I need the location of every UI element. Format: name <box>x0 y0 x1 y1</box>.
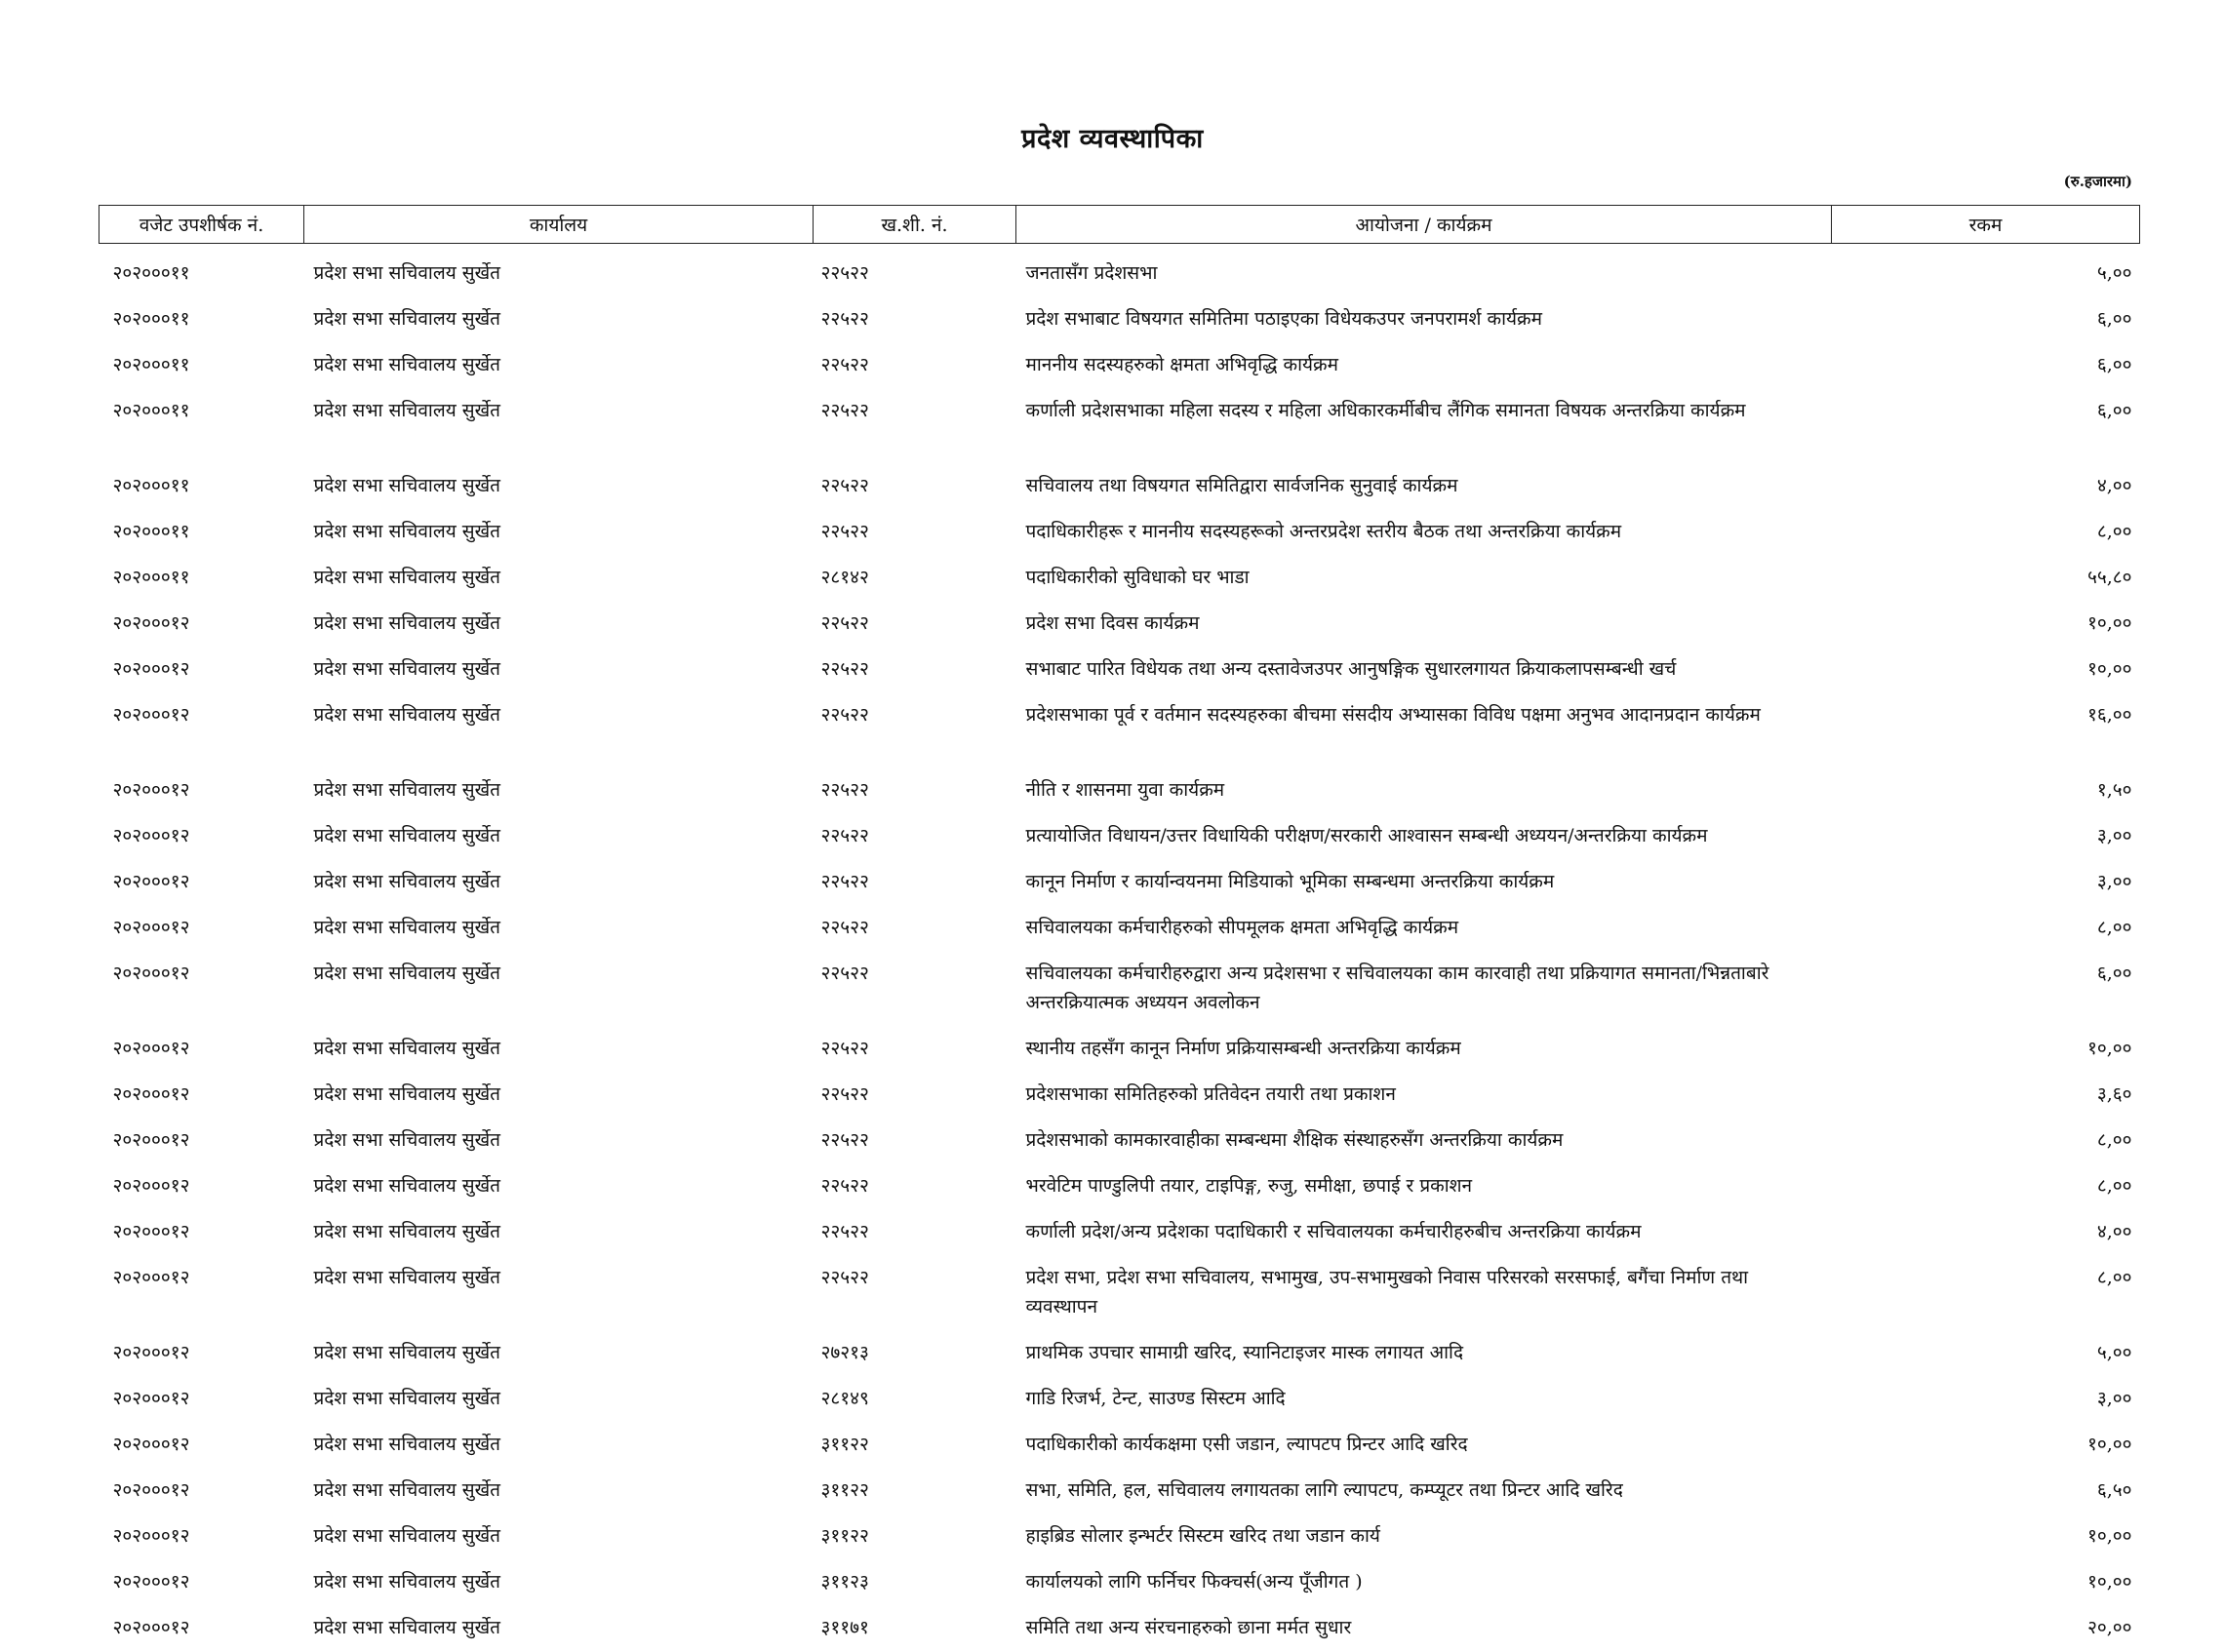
cell-program: पदाधिकारीहरू र माननीय सदस्यहरूको अन्तरप्रदेश स्तरीय बैठक तथा अन्तरक्रिया कार्यक्रम <box>1016 510 1832 556</box>
cell-program: प्रदेश सभा दिवस कार्यक्रम <box>1016 602 1832 648</box>
cell-expense-head: २२५२२ <box>814 1027 1016 1073</box>
cell-expense-head: २७२१३ <box>814 1331 1016 1377</box>
cell-office: प्रदेश सभा सचिवालय सुर्खेत <box>304 1256 814 1331</box>
cell-amount: ४,०० <box>1832 464 2140 510</box>
header-spacer <box>99 244 2140 253</box>
cell-program: स्थानीय तहसँग कानून निर्माण प्रक्रियासम्बन्धी अन्तरक्रिया कार्यक्रम <box>1016 1027 1832 1073</box>
cell-office: प्रदेश सभा सचिवालय सुर्खेत <box>304 464 814 510</box>
cell-expense-head: २८१४९ <box>814 1377 1016 1423</box>
cell-budget-code: २०२०००१२ <box>99 648 304 693</box>
cell-expense-head: २२५२२ <box>814 389 1016 464</box>
cell-amount: १०,०० <box>1832 1514 2140 1560</box>
cell-expense-head: ३११७१ <box>814 1606 1016 1652</box>
cell-budget-code: २०२०००१२ <box>99 1256 304 1331</box>
cell-expense-head: २२५२२ <box>814 464 1016 510</box>
cell-budget-code: २०२०००१२ <box>99 1164 304 1210</box>
cell-amount: ५५,८० <box>1832 556 2140 602</box>
table-row <box>99 1256 2140 1331</box>
cell-expense-head: २२५२२ <box>814 906 1016 952</box>
cell-budget-code: २०२०००१२ <box>99 1377 304 1423</box>
budget-table <box>99 205 2140 1652</box>
cell-amount: ८,०० <box>1832 1119 2140 1164</box>
cell-budget-code: २०२०००१२ <box>99 1560 304 1606</box>
table-row <box>99 860 2140 906</box>
table-row <box>99 1606 2140 1652</box>
cell-budget-code: २०२०००१२ <box>99 693 304 768</box>
cell-office: प्रदेश सभा सचिवालय सुर्खेत <box>304 297 814 343</box>
table-row <box>99 389 2140 464</box>
cell-expense-head: २२५२२ <box>814 814 1016 860</box>
cell-program: कार्यालयको लागि फर्निचर फिक्चर्स(अन्य पूँजीगत ) <box>1016 1560 1832 1606</box>
table-row <box>99 1119 2140 1164</box>
table-header <box>99 206 2140 244</box>
cell-amount: ५,०० <box>1832 252 2140 297</box>
table-row <box>99 1469 2140 1514</box>
cell-expense-head: २२५२२ <box>814 297 1016 343</box>
table-row <box>99 1560 2140 1606</box>
cell-program: प्राथमिक उपचार सामाग्री खरिद, स्यानिटाइजर मास्क लगायत आदि <box>1016 1331 1832 1377</box>
page-title: प्रदेश व्यवस्थापिका <box>0 119 2225 155</box>
cell-program: माननीय सदस्यहरुको क्षमता अभिवृद्धि कार्यक्रम <box>1016 343 1832 389</box>
cell-budget-code: २०२०००११ <box>99 252 304 297</box>
table-row <box>99 1331 2140 1377</box>
cell-amount: १०,०० <box>1832 602 2140 648</box>
cell-program: सभा, समिति, हल, सचिवालय लगायतका लागि ल्यापटप, कम्प्यूटर तथा प्रिन्टर आदि खरिद <box>1016 1469 1832 1514</box>
cell-amount: ३,०० <box>1832 1377 2140 1423</box>
cell-expense-head: २८१४२ <box>814 556 1016 602</box>
cell-amount: १०,०० <box>1832 648 2140 693</box>
table-row <box>99 906 2140 952</box>
cell-office: प्रदेश सभा सचिवालय सुर्खेत <box>304 1210 814 1256</box>
column-header-code: वजेट उपशीर्षक नं. <box>99 206 304 244</box>
cell-program: कर्णाली प्रदेश/अन्य प्रदेशका पदाधिकारी र सचिवालयका कर्मचारीहरुबीच अन्तरक्रिया कार्यक्रम <box>1016 1210 1832 1256</box>
table-row <box>99 1514 2140 1560</box>
cell-amount: ६,०० <box>1832 297 2140 343</box>
table-row <box>99 297 2140 343</box>
table-row <box>99 1377 2140 1423</box>
cell-expense-head: २२५२२ <box>814 768 1016 814</box>
table-row <box>99 464 2140 510</box>
cell-expense-head: २२५२२ <box>814 1073 1016 1119</box>
cell-program: प्रदेशसभाका समितिहरुको प्रतिवेदन तयारी तथा प्रकाशन <box>1016 1073 1832 1119</box>
cell-expense-head: ३११२३ <box>814 1560 1016 1606</box>
cell-amount: ८,०० <box>1832 510 2140 556</box>
cell-office: प्रदेश सभा सचिवालय सुर्खेत <box>304 602 814 648</box>
cell-office: प्रदेश सभा सचिवालय सुर्खेत <box>304 1119 814 1164</box>
cell-program: पदाधिकारीको कार्यकक्षमा एसी जडान, ल्यापटप प्रिन्टर आदि खरिद <box>1016 1423 1832 1469</box>
cell-office: प्रदेश सभा सचिवालय सुर्खेत <box>304 510 814 556</box>
cell-program: जनतासँग प्रदेशसभा <box>1016 252 1832 297</box>
cell-office: प्रदेश सभा सचिवालय सुर्खेत <box>304 556 814 602</box>
cell-program: प्रदेश सभाबाट विषयगत समितिमा पठाइएका विधेयकउपर जनपरामर्श कार्यक्रम <box>1016 297 1832 343</box>
cell-expense-head: २२५२२ <box>814 1164 1016 1210</box>
cell-budget-code: २०२०००११ <box>99 343 304 389</box>
cell-office: प्रदेश सभा सचिवालय सुर्खेत <box>304 1514 814 1560</box>
table-row <box>99 510 2140 556</box>
cell-expense-head: २२५२२ <box>814 952 1016 1027</box>
cell-budget-code: २०२०००११ <box>99 297 304 343</box>
table-row <box>99 1423 2140 1469</box>
cell-expense-head: २२५२२ <box>814 1256 1016 1331</box>
cell-expense-head: २२५२२ <box>814 510 1016 556</box>
table-row <box>99 556 2140 602</box>
table-body <box>99 244 2140 1652</box>
cell-budget-code: २०२०००१२ <box>99 1027 304 1073</box>
cell-expense-head: ३११२२ <box>814 1423 1016 1469</box>
cell-program: कानून निर्माण र कार्यान्वयनमा मिडियाको भूमिका सम्बन्धमा अन्तरक्रिया कार्यक्रम <box>1016 860 1832 906</box>
column-header-expense-head: ख.शी. नं. <box>814 206 1016 244</box>
cell-office: प्रदेश सभा सचिवालय सुर्खेत <box>304 1469 814 1514</box>
cell-expense-head: २२५२२ <box>814 648 1016 693</box>
cell-expense-head: २२५२२ <box>814 1119 1016 1164</box>
cell-budget-code: २०२०००१२ <box>99 860 304 906</box>
cell-program: कर्णाली प्रदेशसभाका महिला सदस्य र महिला अधिकारकर्मीबीच लैंगिक समानता विषयक अन्तरक्रिया कार्यक्रम <box>1016 389 1832 464</box>
table-row <box>99 343 2140 389</box>
cell-office: प्रदेश सभा सचिवालय सुर्खेत <box>304 768 814 814</box>
cell-program: नीति र शासनमा युवा कार्यक्रम <box>1016 768 1832 814</box>
cell-budget-code: २०२०००१२ <box>99 952 304 1027</box>
column-header-program: आयोजना / कार्यक्रम <box>1016 206 1832 244</box>
cell-amount: ६,०० <box>1832 343 2140 389</box>
cell-program: भरवेटिम पाण्डुलिपी तयार, टाइपिङ्ग, रुजु, समीक्षा, छपाई र प्रकाशन <box>1016 1164 1832 1210</box>
cell-office: प्रदेश सभा सचिवालय सुर्खेत <box>304 1377 814 1423</box>
cell-office: प्रदेश सभा सचिवालय सुर्खेत <box>304 693 814 768</box>
cell-program: सचिवालय तथा विषयगत समितिद्वारा सार्वजनिक सुनुवाई कार्यक्रम <box>1016 464 1832 510</box>
cell-office: प्रदेश सभा सचिवालय सुर्खेत <box>304 860 814 906</box>
cell-office: प्रदेश सभा सचिवालय सुर्खेत <box>304 1027 814 1073</box>
cell-amount: १०,०० <box>1832 1027 2140 1073</box>
table-row <box>99 814 2140 860</box>
cell-amount: १,५० <box>1832 768 2140 814</box>
cell-amount: ८,०० <box>1832 906 2140 952</box>
table-row <box>99 1027 2140 1073</box>
cell-budget-code: २०२०००१२ <box>99 1119 304 1164</box>
cell-amount: ६,५० <box>1832 1469 2140 1514</box>
table-row <box>99 952 2140 1027</box>
cell-expense-head: २२५२२ <box>814 343 1016 389</box>
cell-program: सचिवालयका कर्मचारीहरुको सीपमूलक क्षमता अभिवृद्धि कार्यक्रम <box>1016 906 1832 952</box>
cell-program: प्रदेश सभा, प्रदेश सभा सचिवालय, सभामुख, उप-सभामुखको निवास परिसरको सरसफाई, बगैंचा निर्माण तथा व्यवस्थापन <box>1016 1256 1832 1331</box>
cell-office: प्रदेश सभा सचिवालय सुर्खेत <box>304 1606 814 1652</box>
table-row <box>99 768 2140 814</box>
cell-budget-code: २०२०००१२ <box>99 1606 304 1652</box>
cell-program: प्रदेशसभाका पूर्व र वर्तमान सदस्यहरुका बीचमा संसदीय अभ्यासका विविध पक्षमा अनुभव आदानप्रदान कार्यक्रम <box>1016 693 1832 768</box>
cell-budget-code: २०२०००१२ <box>99 814 304 860</box>
cell-office: प्रदेश सभा सचिवालय सुर्खेत <box>304 1073 814 1119</box>
cell-budget-code: २०२०००१२ <box>99 1514 304 1560</box>
cell-program: समिति तथा अन्य संरचनाहरुको छाना मर्मत सुधार <box>1016 1606 1832 1652</box>
cell-program: प्रदेशसभाको कामकारवाहीका सम्बन्धमा शैक्षिक संस्थाहरुसँग अन्तरक्रिया कार्यक्रम <box>1016 1119 1832 1164</box>
table-row <box>99 693 2140 768</box>
table-row <box>99 1210 2140 1256</box>
cell-budget-code: २०२०००१२ <box>99 1469 304 1514</box>
cell-expense-head: २२५२२ <box>814 693 1016 768</box>
cell-amount: २०,०० <box>1832 1606 2140 1652</box>
cell-budget-code: २०२०००१२ <box>99 768 304 814</box>
cell-amount: ४,०० <box>1832 1210 2140 1256</box>
cell-office: प्रदेश सभा सचिवालय सुर्खेत <box>304 252 814 297</box>
cell-amount: १०,०० <box>1832 1560 2140 1606</box>
cell-program: पदाधिकारीको सुविधाको घर भाडा <box>1016 556 1832 602</box>
cell-office: प्रदेश सभा सचिवालय सुर्खेत <box>304 906 814 952</box>
table-row <box>99 1073 2140 1119</box>
cell-amount: ३,०० <box>1832 814 2140 860</box>
cell-office: प्रदेश सभा सचिवालय सुर्खेत <box>304 1423 814 1469</box>
cell-amount: ८,०० <box>1832 1164 2140 1210</box>
cell-amount: ६,०० <box>1832 952 2140 1027</box>
cell-budget-code: २०२०००१२ <box>99 1210 304 1256</box>
cell-expense-head: ३११२२ <box>814 1469 1016 1514</box>
column-header-office: कार्यालय <box>304 206 814 244</box>
cell-amount: ३,६० <box>1832 1073 2140 1119</box>
cell-budget-code: २०२०००१२ <box>99 1073 304 1119</box>
cell-office: प्रदेश सभा सचिवालय सुर्खेत <box>304 389 814 464</box>
cell-budget-code: २०२०००१२ <box>99 1423 304 1469</box>
cell-budget-code: २०२०००११ <box>99 556 304 602</box>
cell-office: प्रदेश सभा सचिवालय सुर्खेत <box>304 814 814 860</box>
cell-amount: ५,०० <box>1832 1331 2140 1377</box>
cell-budget-code: २०२०००१२ <box>99 602 304 648</box>
table-row <box>99 602 2140 648</box>
cell-program: गाडि रिजर्भ, टेन्ट, साउण्ड सिस्टम आदि <box>1016 1377 1832 1423</box>
cell-office: प्रदेश सभा सचिवालय सुर्खेत <box>304 343 814 389</box>
cell-expense-head: २२५२२ <box>814 860 1016 906</box>
cell-office: प्रदेश सभा सचिवालय सुर्खेत <box>304 648 814 693</box>
cell-budget-code: २०२०००११ <box>99 464 304 510</box>
cell-program: हाइब्रिड सोलार इन्भर्टर सिस्टम खरिद तथा जडान कार्य <box>1016 1514 1832 1560</box>
cell-budget-code: २०२०००१२ <box>99 906 304 952</box>
cell-expense-head: २२५२२ <box>814 602 1016 648</box>
table-row <box>99 648 2140 693</box>
cell-amount: १०,०० <box>1832 1423 2140 1469</box>
cell-expense-head: २२५२२ <box>814 1210 1016 1256</box>
cell-expense-head: ३११२२ <box>814 1514 1016 1560</box>
cell-expense-head: २२५२२ <box>814 252 1016 297</box>
unit-note: (रु.हजारमा) <box>2064 172 2132 191</box>
table-row <box>99 252 2140 297</box>
cell-office: प्रदेश सभा सचिवालय सुर्खेत <box>304 1164 814 1210</box>
table-row <box>99 1164 2140 1210</box>
column-header-amount: रकम <box>1832 206 2140 244</box>
cell-office: प्रदेश सभा सचिवालय सुर्खेत <box>304 1331 814 1377</box>
cell-amount: ८,०० <box>1832 1256 2140 1331</box>
cell-amount: ३,०० <box>1832 860 2140 906</box>
cell-budget-code: २०२०००१२ <box>99 1331 304 1377</box>
cell-program: प्रत्यायोजित विधायन/उत्तर विधायिकी परीक्षण/सरकारी आश्वासन सम्बन्धी अध्ययन/अन्तरक्रिया कार्यक्रम <box>1016 814 1832 860</box>
cell-budget-code: २०२०००११ <box>99 510 304 556</box>
cell-amount: १६,०० <box>1832 693 2140 768</box>
cell-program: सचिवालयका कर्मचारीहरुद्वारा अन्य प्रदेशसभा र सचिवालयका काम कारवाही तथा प्रक्रियागत समानता/भिन्नताबारे अन्तरक्रियात्मक अध्ययन अवलोकन <box>1016 952 1832 1027</box>
cell-office: प्रदेश सभा सचिवालय सुर्खेत <box>304 952 814 1027</box>
cell-amount: ६,०० <box>1832 389 2140 464</box>
cell-office: प्रदेश सभा सचिवालय सुर्खेत <box>304 1560 814 1606</box>
cell-program: सभाबाट पारित विधेयक तथा अन्य दस्तावेजउपर आनुषङ्गिक सुधारलगायत क्रियाकलापसम्बन्धी खर्च <box>1016 648 1832 693</box>
cell-budget-code: २०२०००११ <box>99 389 304 464</box>
